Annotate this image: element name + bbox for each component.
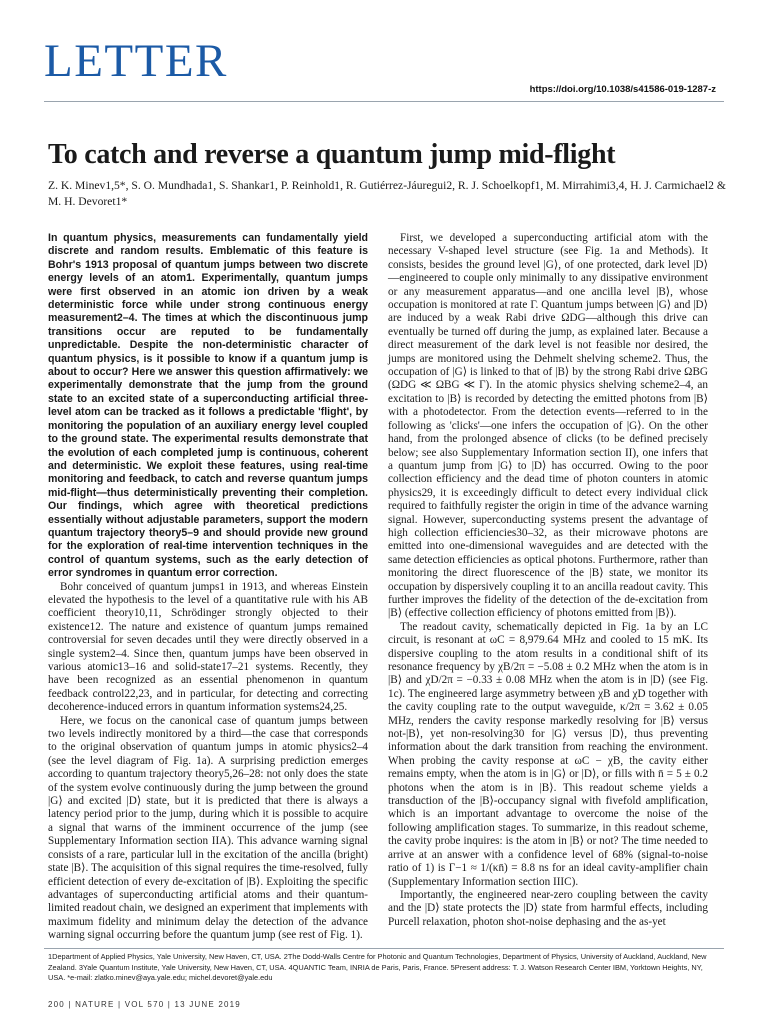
body-paragraph: Bohr conceived of quantum jumps1 in 1913, and whereas Einstein elevated the hypothesis to the level of a quantitative rule with his AB coefficient theory10,11, Schrödinger strongly objected to their existence12. The nature and existence of quantum jumps remained controversial for seven decades until they were directly observed in a single system2–4. Since then, quantum jumps have been observed in various atomic13–16 and solid-state17–21 systems. Recently, they have been recognized as an essential phenomenon in quantum feedback control22,23, and in particular, for detecting and correcting decoherence-induced errors in quantum information systems24,25. [48, 580, 368, 714]
left-column [48, 232, 368, 943]
page-footer: 200 | NATURE | VOL 570 | 13 JUNE 2019 [48, 1000, 241, 1009]
abstract: In quantum physics, measurements can fundamentally yield discrete and random results. Emblematic of this feature is Bohr's 1913 proposal of quantum jumps between two discrete energy levels of an atom1. Experimentally, quantum jumps were first observed in an atomic ion driven by a weak deterministic force while under strong continuous energy measurement2–4. The times at which the discontinuous jump transitions occur are reputed to be fundamentally unpredictable. Despite the non-deterministic character of quantum physics, is it possible to know if a quantum jump is about to occur? Here we answer this question affirmatively: we experimentally demonstrate that the jump from the ground state to an excited state of a superconducting artificial three-level atom can be tracked as it follows a predictable 'flight', by monitoring the population of an auxiliary energy level coupled to the ground state. The experimental results demonstrate that the evolution of each completed jump is continuous, coherent and deterministic. We exploit these features, using real-time monitoring and feedback, to catch and reverse quantum jumps mid-flight—thus deterministically preventing their completion. Our findings, which agree with theoretical predictions essentially without adjustable parameters, support the modern quantum trajectory theory5–9 and should provide new ground for the exploration of real-time intervention techniques in the control of quantum systems, such as the early detection of error syndromes in quantum error correction. [48, 232, 368, 580]
right-column [388, 232, 708, 929]
body-paragraph: First, we developed a superconducting artificial atom with the necessary V-shaped level structure (see Fig. 1a and Methods). It consists, besides the ground level |G⟩, of one protected, dark level |D⟩—engineered to couple only minimally to any dissipative environment or any measurement apparatus—and one ancilla level |B⟩, whose occupation is monitored at rate Γ. Quantum jumps between |G⟩ and |D⟩ are induced by a weak Rabi drive ΩDG—although this drive can eventually be turned off during the jump, as explained later. Because a direct measurement of the dark level is not feasible nor desired, the jumps are monitored using the Dehmelt shelving scheme2. Thus, the occupation of |G⟩ is linked to that of |B⟩ by the strong Rabi drive ΩBG (ΩDG ≪ ΩBG ≪ Γ). In the atomic physics shelving scheme2–4, an excitation to |B⟩ is recorded by detecting the emitted photons from |B⟩ with a photodetector. From the detection events—referred to in the following as 'clicks'—one infers the occupation of |G⟩. On the other hand, from the prolonged absence of clicks (to be defined precisely below; see also Supplementary Information section II), one infers that a quantum jump from |G⟩ to |D⟩ has occurred. Owing to the poor collection efficiency and the dead time of photon counters in atomic physics29, it is exceedingly difficult to detect every individual click required to faithfully register the origin in time of the advance warning signal. However, superconducting systems present the advantage of high collection efficiencies30–32, as their microwave photons are emitted into one-dimensional waveguides and are detected with the same detection efficiencies as optical photons. Furthermore, rather than monitoring the direct fluorescence of the |B⟩ state, we monitor its occupation by dispersively coupling it to an ancilla readout cavity. This further improves the fidelity of the detection of the de-excitation from |B⟩ (effective collection efficiency of photons emitted from |B⟩). [388, 232, 708, 620]
affiliations-footnote: 1Department of Applied Physics, Yale University, New Haven, CT, USA. 2The Dodd-Walls Centre for Photonic and Quantum Technologies, Department of Physics, University of Auckland, Auckland, New Zealand. 3Yale Quantum Institute, Yale University, New Haven, CT, USA. 4QUANTIC Team, INRIA de Paris, Paris, France. 5Present address: T. J. Watson Research Center IBM, Yorktown Heights, NY, USA. *e-mail: zlatko.minev@aya.yale.edu; michel.devoret@yale.edu [48, 952, 707, 983]
article-title: To catch and reverse a quantum jump mid-flight [48, 139, 616, 170]
doi-link[interactable]: https://doi.org/10.1038/s41586-019-1287-z [529, 84, 716, 95]
section-label: LETTER [44, 35, 228, 87]
footnote-divider [44, 948, 724, 949]
body-paragraph: Here, we focus on the canonical case of quantum jumps between two levels indirectly monitored by a third—the case that corresponds to the original observation of quantum jumps in atomic physics2–4 (see the level diagram of Fig. 1a). A surprising prediction emerges according to quantum trajectory theory5,26–28: not only does the state of the system evolve continuously during the jump between the ground |G⟩ and excited |D⟩ state, but it is predicted that there is always a latency period prior to the jump, during which it is possible to acquire a signal that warns of the imminent occurrence of the jump (see Supplementary Information section IIA). This advance warning signal consists of a rare, particular lull in the excitation of the ancilla (bright) state |B⟩. The acquisition of this signal requires the time-resolved, fully efficient detection of every de-excitation of |B⟩. Exploiting the specific advantages of superconducting artificial atoms and their quantum-limited readout chain, we designed an experiment that implements with maximum fidelity and minimum delay the detection of the advance warning signal occurring before the quantum jump (see rest of Fig. 1). [48, 714, 368, 942]
body-paragraph: The readout cavity, schematically depicted in Fig. 1a by an LC circuit, is resonant at ωC = 8,979.64 MHz and cooled to 15 mK. Its dispersive coupling to the atom results in a conditional shift of its resonance frequency by χB/2π = −5.08 ± 0.2 MHz when the atom is in |B⟩ and χD/2π = −0.33 ± 0.08 MHz when the atom is in |D⟩ (see Fig. 1c). The engineered large asymmetry between χB and χD together with the cavity coupling rate to the output waveguide, κ/2π = 3.62 ± 0.05 MHz, renders the cavity response markedly resolving for |B⟩ versus not-|B⟩, yet non-resolving30 for |G⟩ versus |D⟩, thus preventing information about the dark transition from reaching the environment. When probing the cavity response at ωC − χB, the cavity either remains empty, when the atom is in |G⟩ or |D⟩, or fills with n̄ = 5 ± 0.2 photons when the atom is in |B⟩. This readout scheme yields a transduction of the |B⟩-occupancy signal with fivefold amplification, which is an important advantage to overcome the noise of the following amplification stages. To summarize, in this readout scheme, the cavity probe inquires: is the atom in |B⟩ or not? The time needed to arrive at an answer with a confidence level of 68% (signal-to-noise ratio of 1) is Γ−1 ≈ 1/(κn̄) = 8.8 ns for an ideal cavity-amplifier chain (Supplementary Information section IIIC). [388, 620, 708, 888]
author-list: Z. K. Minev1,5*, S. O. Mundhada1, S. Shankar1, P. Reinhold1, R. Gutiérrez-Jáuregui2, R. J. Schoelkopf1, M. Mirrahimi3,4, H. J. Carmichael2 & M. H. Devoret1* [48, 179, 726, 208]
body-paragraph: Importantly, the engineered near-zero coupling between the cavity and the |D⟩ state protects the |D⟩ state from harmful effects, including Purcell relaxation, photon shot-noise dephasing and the as-yet [388, 888, 708, 928]
header-divider [44, 101, 724, 102]
